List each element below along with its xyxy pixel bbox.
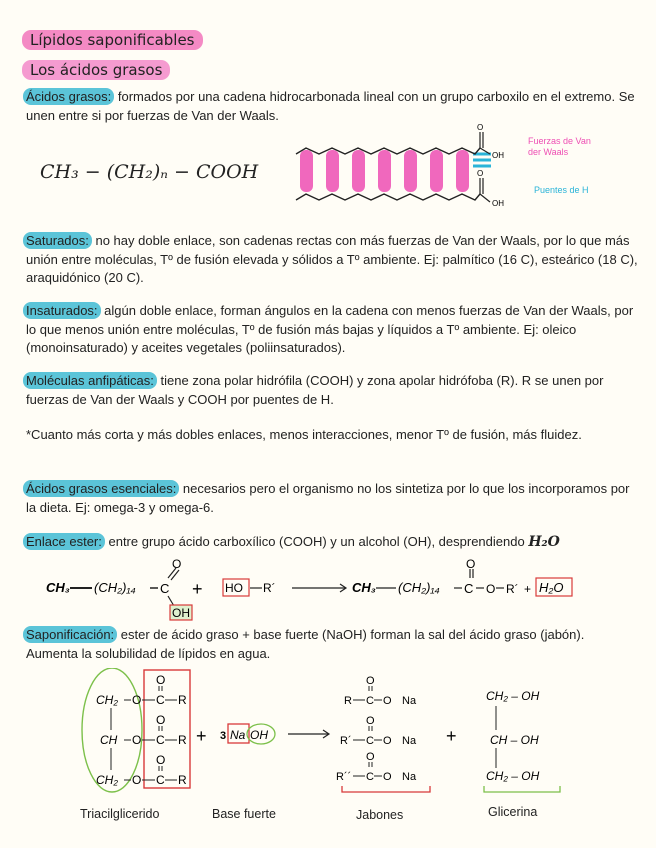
caption-triacilglicerido: Triacilglicerido: [80, 807, 160, 821]
o-top: O: [477, 123, 484, 132]
caption-glicerina: Glicerina: [488, 805, 538, 819]
trig-ch2-top: CH₂: [96, 693, 118, 707]
trig-c1: C: [156, 693, 165, 707]
term-anfipaticas: Moléculas anfipáticas:: [23, 372, 157, 389]
term-ester: Enlace ester:: [23, 533, 105, 550]
trig-o1: O: [132, 693, 142, 707]
caption-base-fuerte: Base fuerte: [212, 807, 276, 821]
soap-o-top3: O: [366, 751, 375, 763]
soap-r1: R: [344, 695, 352, 707]
chain-bottom: [296, 194, 480, 200]
soap-r3: R´´: [336, 771, 352, 783]
glic-ch2oh-bottom: CH₂ – OH: [486, 769, 540, 783]
sapon-plus: +: [196, 726, 207, 746]
prod-o: O: [486, 582, 496, 596]
text-saturados: no hay doble enlace, son cadenas rectas con más fuerzas de Van der Waals, por lo que más unión entre moléculas, Tº de fusión elevada y sólidos a Tº ambiente. Ej: palmítico (16 C), esteárico (18 C), araquidónico (20 C).: [26, 233, 638, 285]
term-acidos-grasos: Ácidos grasos:: [23, 88, 114, 105]
ester-ho: HO: [225, 581, 243, 595]
hydrogen-bonds: [473, 154, 491, 166]
text-ester: entre grupo ácido carboxílico (COOH) y un alcohol (OH), desprendiendo: [104, 534, 529, 549]
page-title: Lípidos saponificables: [22, 30, 203, 50]
soap-na2: Na: [402, 735, 417, 747]
general-formula: CH₃ − (CH₂)ₙ − COOH: [40, 161, 259, 183]
para-saponificacion: [26, 626, 638, 663]
term-saponificacion: Saponificación:: [23, 626, 117, 643]
text-insaturados: algún doble enlace, forman ángulos en la cadena con menos fuerzas de Van der Waals, por lo que menos unión entre moléculas, Tº de fusión más bajas y líquidos a Tº ambiente. Ej: oleico (monoinsaturado) y aceites vegetales (poliinsaturados).: [26, 303, 634, 355]
prod-c: C: [464, 581, 474, 596]
para-saturados: [26, 232, 638, 288]
soap-na3: Na: [402, 771, 417, 783]
saponification-reaction: [70, 668, 590, 798]
text-anfipaticas: tiene zona polar hidrófila (COOH) y zona apolar hidrófoba (R). R se unen por fuerzas de Van der Waals y COOH por puentes de H.: [26, 373, 604, 407]
glic-ch2oh-top: CH₂ – OH: [486, 689, 540, 703]
water-formula: H₂O: [528, 534, 560, 550]
naoh-na: Na: [230, 728, 246, 742]
trig-c3: C: [156, 773, 165, 787]
para-insaturados: [26, 302, 638, 358]
trig-o-top1: O: [156, 673, 166, 687]
text-saponificacion: ester de ácido graso + base fuerte (NaOH) forman la sal del ácido graso (jabón). Aumenta la solubilidad de lípidos en agua.: [26, 627, 585, 661]
fatty-acid-diagram: [290, 118, 630, 218]
para-anfipaticas: [26, 372, 638, 409]
soap-o2: O: [383, 735, 392, 747]
prod-chain: (CH₂)₁₄: [398, 580, 440, 595]
soap-c1: C: [366, 695, 374, 707]
term-esenciales: Ácidos grasos esenciales:: [23, 480, 179, 497]
section-title: Los ácidos grasos: [22, 60, 170, 80]
trig-o-top2: O: [156, 713, 166, 727]
trig-o-top3: O: [156, 753, 166, 767]
label-vdw-line1: Fuerzas de Van: [528, 136, 591, 146]
soap-o-top2: O: [366, 715, 375, 727]
soap-bracket: [342, 786, 430, 792]
glycerin-bracket: [484, 786, 560, 792]
term-saturados: Saturados:: [23, 232, 92, 249]
text-esenciales: necesarios pero el organismo no los sintetiza por lo que los incorporamos por la dieta. Ej: omega-3 y omega-6.: [26, 481, 630, 515]
caption-jabones: Jabones: [356, 808, 404, 822]
soap-na1: Na: [402, 695, 417, 707]
ester-chain: (CH₂)₁₄: [94, 580, 136, 595]
trig-o2: O: [132, 733, 142, 747]
soap-o1: O: [383, 695, 392, 707]
label-vdw-line2: der Waals: [528, 147, 569, 157]
soap-o-top1: O: [366, 675, 375, 687]
ester-c: C: [160, 581, 170, 596]
prod-ch3: CH₃: [352, 580, 376, 595]
oh-top: OH: [492, 151, 504, 160]
trig-r3: R: [178, 773, 187, 787]
glic-choh: CH – OH: [490, 733, 539, 747]
naoh-coef: 3: [220, 730, 227, 742]
trig-c2: C: [156, 733, 165, 747]
trig-r2: R: [178, 733, 187, 747]
trig-o3: O: [132, 773, 142, 787]
prod-plus: +: [524, 582, 532, 596]
label-h-bonds: Puentes de H: [534, 185, 589, 195]
trig-ch2-bottom: CH₂: [96, 773, 118, 787]
naoh-oh: OH: [250, 728, 268, 742]
prod-water: H₂O: [539, 580, 564, 595]
ester-reaction: [40, 558, 640, 624]
ester-alcohol-r: R´: [263, 581, 276, 595]
para-esenciales: [26, 480, 638, 517]
vdw-forces: [300, 150, 469, 192]
prod-o-top: O: [466, 558, 476, 571]
term-insaturados: Insaturados:: [23, 302, 101, 319]
trig-r1: R: [178, 693, 187, 707]
sapon-plus2: +: [446, 726, 457, 746]
oh-bottom: OH: [492, 199, 504, 208]
o-bottom: O: [477, 169, 484, 178]
soap-r2: R´: [340, 735, 352, 747]
text-acidos-grasos: formados por una cadena hidrocarbonada lineal con un grupo carboxilo en el extremo. Se unen entre si por fuerzas de Van der Waals.: [26, 89, 635, 123]
trig-ch: CH: [100, 733, 118, 747]
soap-c3: C: [366, 771, 374, 783]
soap-c2: C: [366, 735, 374, 747]
prod-r: R´: [506, 582, 519, 596]
ester-o-top: O: [172, 558, 182, 571]
soap-o3: O: [383, 771, 392, 783]
ester-plus: +: [192, 579, 203, 599]
para-nota: *Cuanto más corta y más dobles enlaces, menos interacciones, menor Tº de fusión, más fluidez.: [26, 427, 582, 442]
ester-ch3: CH₃: [46, 580, 70, 595]
fatty-acid-highlight: [144, 670, 190, 788]
para-ester: [26, 533, 638, 552]
ester-oh: OH: [172, 606, 190, 620]
